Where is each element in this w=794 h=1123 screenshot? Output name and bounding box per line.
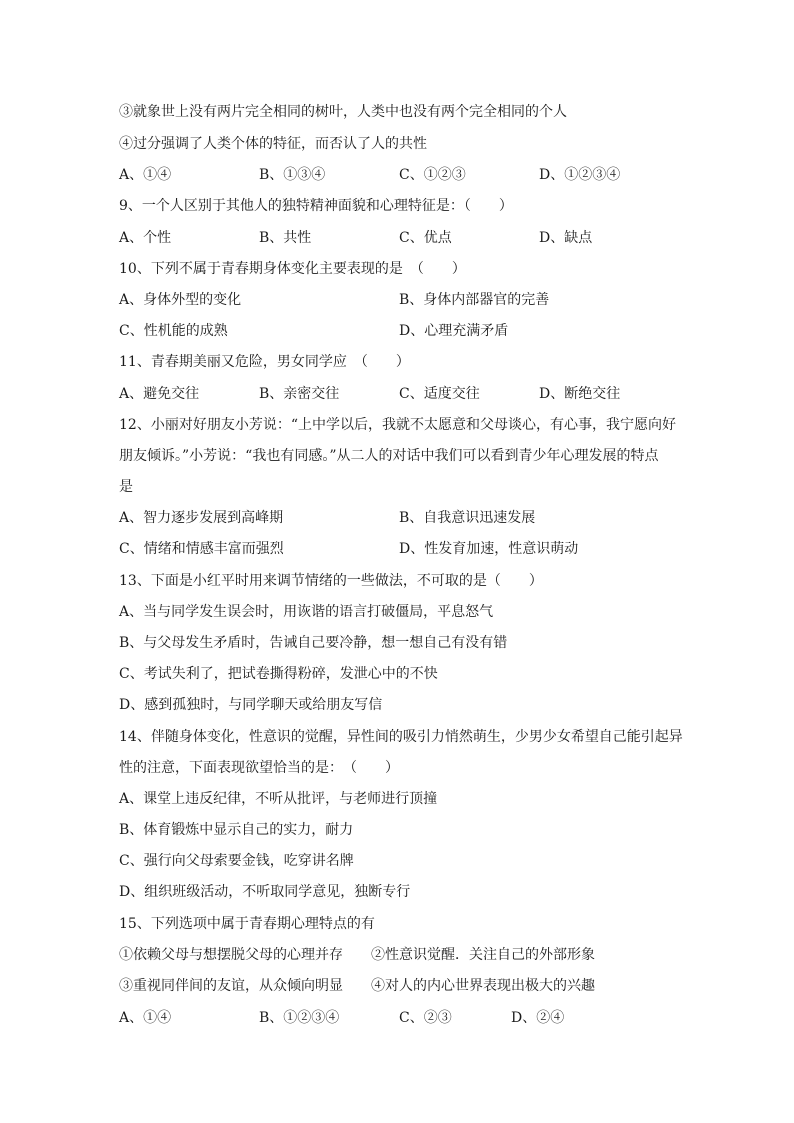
q13-option-b: B、与父母发生矛盾时，告诫自己要冷静，想一想自己有没有错 (119, 635, 508, 651)
q15-option-a: A、①④ (119, 1010, 172, 1026)
q8-option-a: A、①④ (119, 167, 172, 183)
q15-statement-1: ①依赖父母与想摆脱父母的心理并存 (119, 947, 343, 963)
q10-option-d: D、心理充满矛盾 (399, 323, 509, 339)
q9-option-a: A、个性 (119, 230, 172, 246)
q13-option-c: C、考试失利了，把试卷撕得粉碎，发泄心中的不快 (119, 666, 438, 682)
q14-stem-line-2: 性的注意，下面表现欲望恰当的是： （ ） (119, 760, 399, 776)
q15-option-c: C、②③ (399, 1010, 452, 1026)
q10-option-a: A、身体外型的变化 (119, 292, 242, 308)
q8-option-c: C、①②③ (399, 167, 466, 183)
q8-option-d: D、①②③④ (539, 167, 621, 183)
q13-option-a: A、当与同学发生误会时，用诙谐的语言打破僵局，平息怒气 (119, 604, 494, 620)
q12-stem-line-1: 12、小丽对好朋友小芳说：“上中学以后，我就不太愿意和父母谈心，有心事，我宁愿向好 (119, 417, 676, 433)
q15-option-d: D、②④ (511, 1010, 565, 1026)
q14-option-d: D、组织班级活动，不听取同学意见，独断专行 (119, 884, 411, 900)
q8-statement-4: ④过分强调了人类个体的特征，而否认了人的共性 (119, 136, 427, 152)
q14-option-c: C、强行向父母索要金钱，吃穿讲名牌 (119, 853, 354, 869)
q9-option-d: D、缺点 (539, 230, 593, 246)
q11-option-d: D、断绝交往 (539, 386, 621, 402)
q8-option-b: B、①③④ (259, 167, 326, 183)
q10-option-b: B、身体内部器官的完善 (399, 292, 550, 308)
q12-stem-line-2: 朋友倾诉。”小芳说：“我也有同感。”从二人的对话中我们可以看到青少年心理发展的特点 (119, 448, 659, 464)
q11-option-a: A、避免交往 (119, 386, 200, 402)
q9-option-c: C、优点 (399, 230, 452, 246)
q13-option-d: D、感到孤独时，与同学聊天或给朋友写信 (119, 697, 383, 713)
q15-stem: 15、下列选项中属于青春期心理特点的有 (119, 916, 375, 932)
q14-option-b: B、体育锻炼中显示自己的实力，耐力 (119, 822, 354, 838)
q10-stem: 10、下列不属于青春期身体变化主要表现的是 （ ） (119, 261, 466, 277)
q13-stem: 13、下面是小红平时用来调节情绪的一些做法，不可取的是（ ） (119, 573, 543, 589)
q15-option-b: B、①②③④ (259, 1010, 340, 1026)
q11-stem: 11、青春期美丽又危险，男女同学应 （ ） (119, 354, 410, 370)
q10-option-c: C、性机能的成熟 (119, 323, 228, 339)
q12-stem-line-3: 是 (119, 479, 133, 495)
q14-stem-line-1: 14、伴随身体变化，性意识的觉醒，异性间的吸引力悄然萌生，少男少女希望自己能引起异 (119, 729, 683, 745)
q15-statement-3: ③重视同伴间的友谊，从众倾向明显 (119, 978, 343, 994)
q12-option-c: C、情绪和情感丰富而强烈 (119, 541, 284, 557)
q8-statement-3: ③就象世上没有两片完全相同的树叶，人类中也没有两个完全相同的个人 (119, 104, 567, 120)
q11-option-b: B、亲密交往 (259, 386, 340, 402)
q9-option-b: B、共性 (259, 230, 312, 246)
q15-statement-4: ④对人的内心世界表现出极大的兴趣 (371, 978, 595, 994)
q9-stem: 9、一个人区别于其他人的独特精神面貌和心理特征是：（ ） (119, 198, 513, 214)
q14-option-a: A、课堂上违反纪律，不听从批评，与老师进行顶撞 (119, 791, 438, 807)
q12-option-d: D、性发育加速，性意识萌动 (399, 541, 579, 557)
q12-option-b: B、自我意识迅速发展 (399, 510, 536, 526)
q12-option-a: A、智力逐步发展到高峰期 (119, 510, 284, 526)
q11-option-c: C、适度交往 (399, 386, 480, 402)
q15-statement-2: ②性意识觉醒．关注自己的外部形象 (371, 947, 595, 963)
